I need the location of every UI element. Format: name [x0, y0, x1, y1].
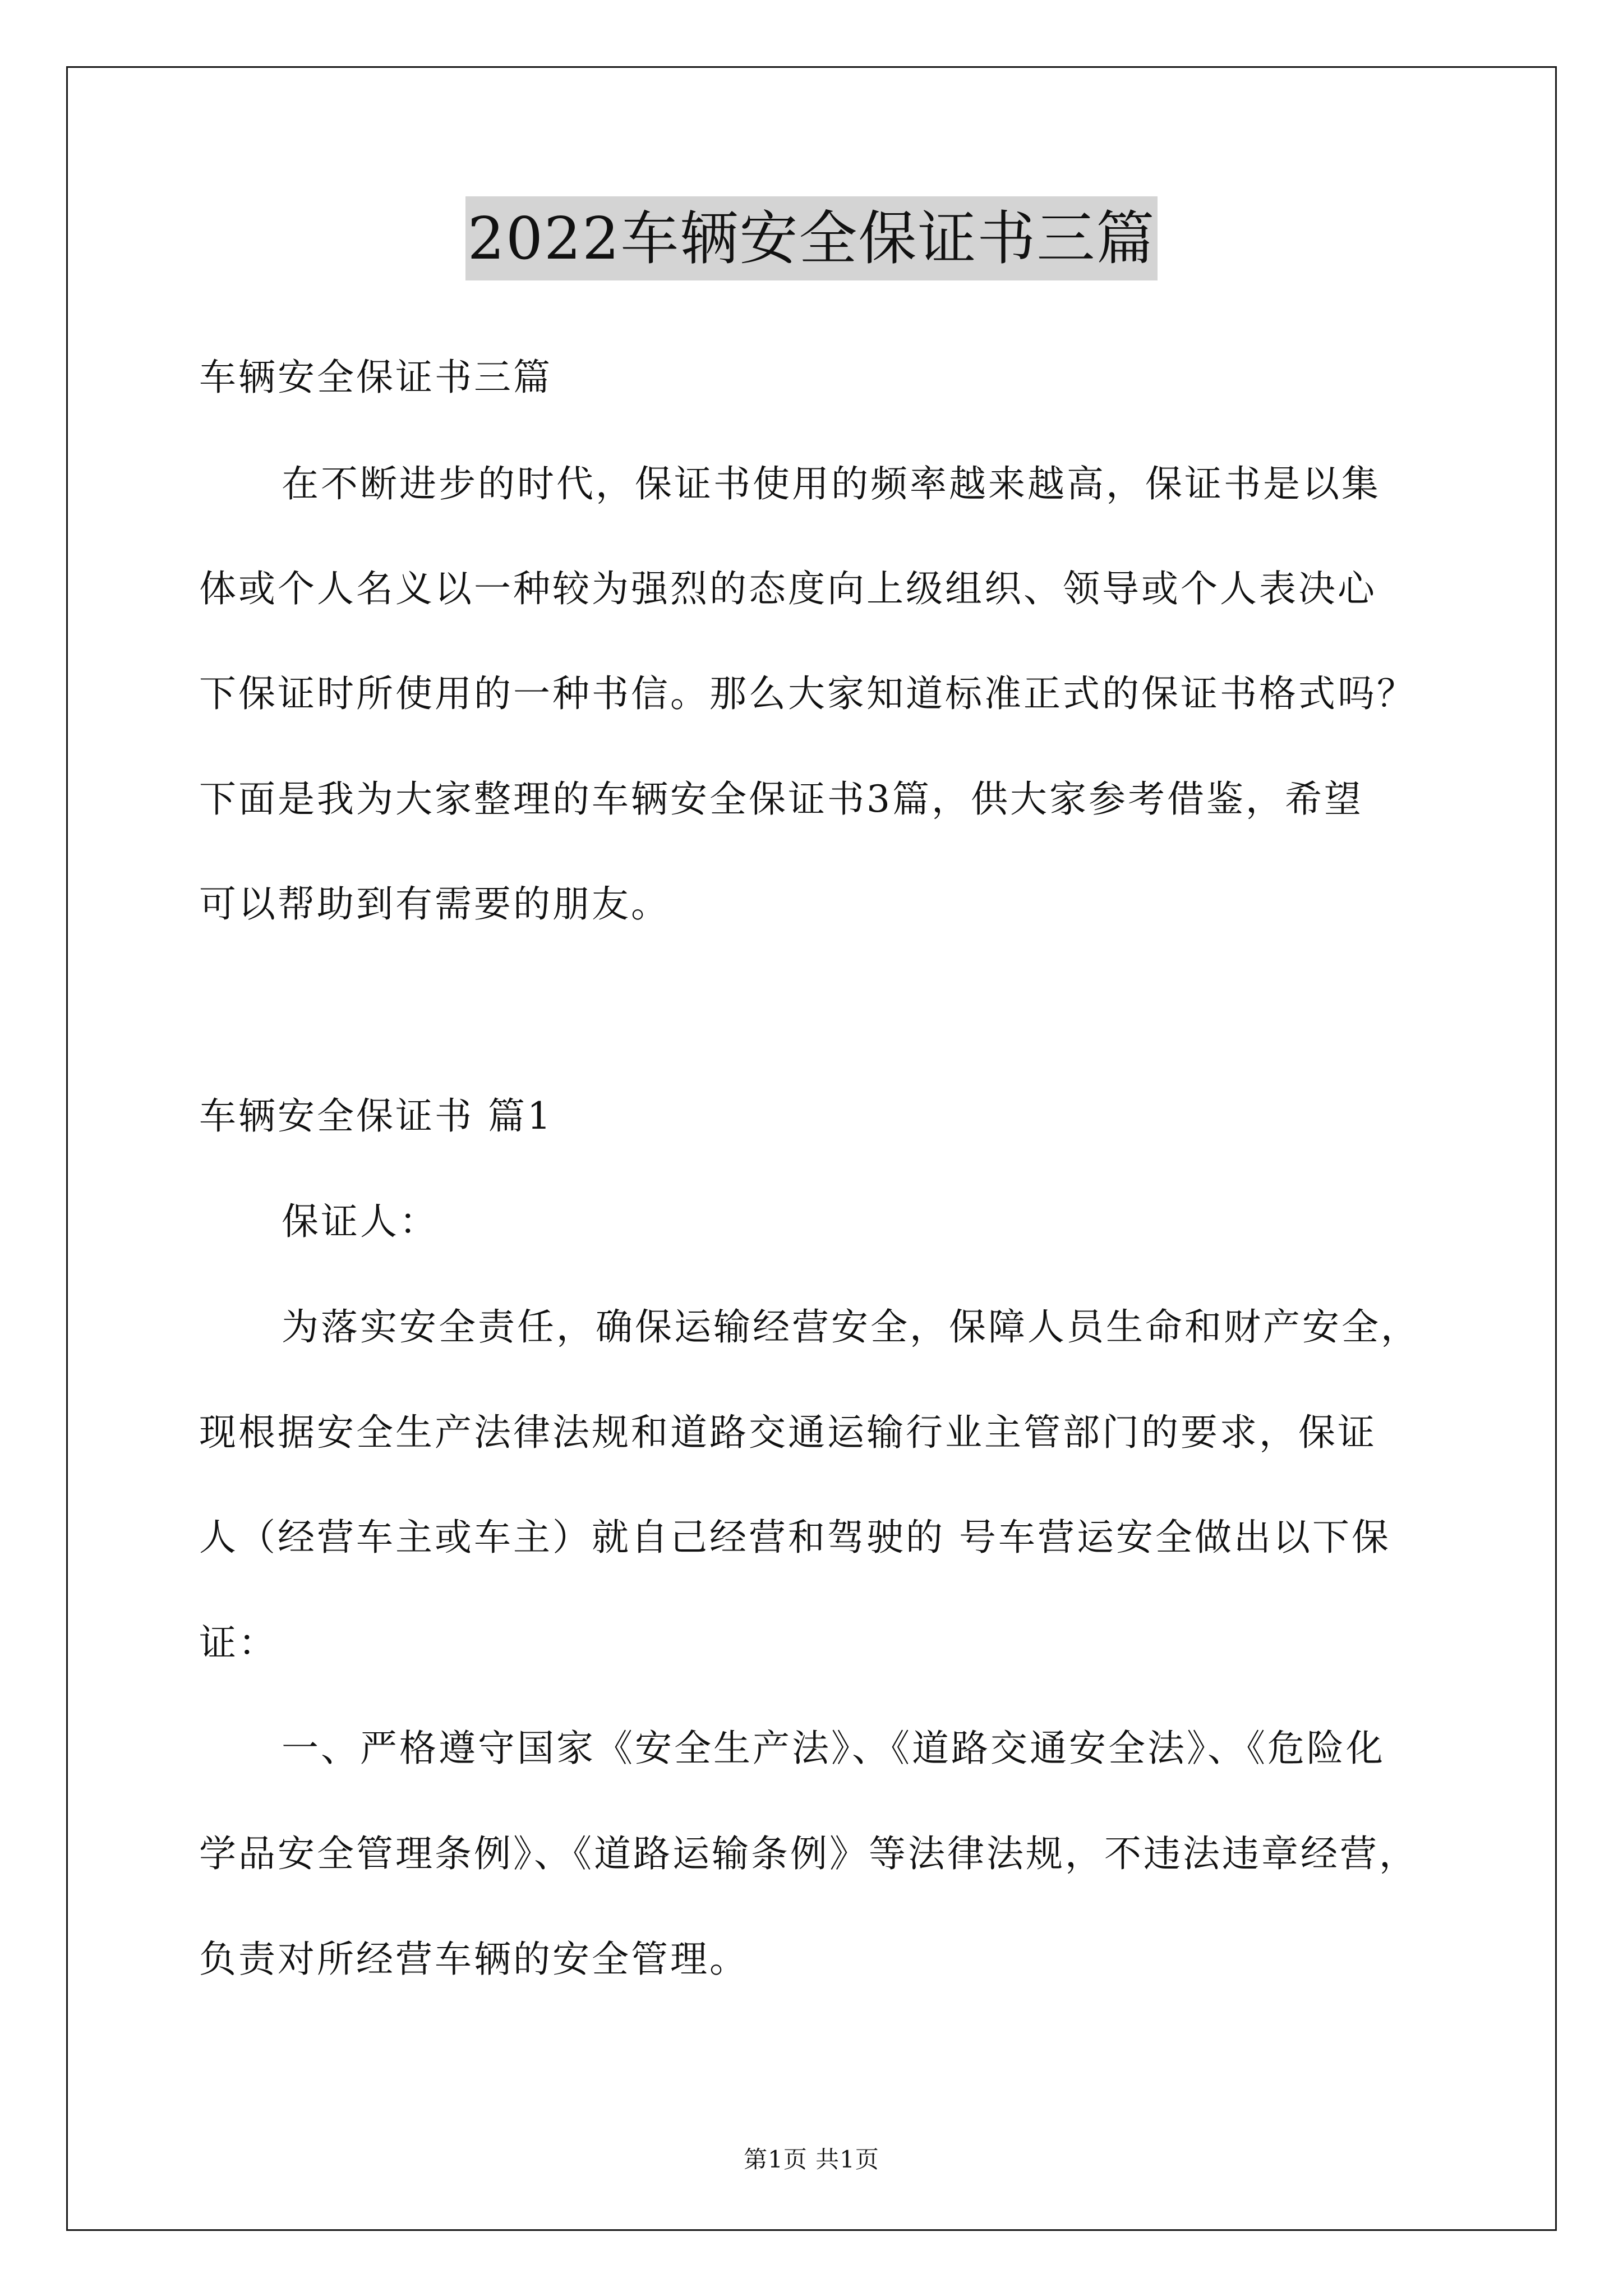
- page-footer: 第1页 共1页: [744, 2146, 879, 2173]
- intro-line-3: 下保证时所使用的一种书信。那么大家知道标准正式的保证书格式吗？: [199, 672, 1416, 715]
- intro-line-1: 在不断进步的时代，保证书使用的频率越来越高，保证书是以集: [282, 462, 1381, 505]
- document-title: 2022车辆安全保证书三篇: [465, 196, 1158, 280]
- para2-line-1: 一、严格遵守国家《安全生产法》、《道路交通安全法》、《危险化: [282, 1727, 1385, 1770]
- title-container: [0, 196, 1623, 280]
- para1-line-3: 人（经营车主或车主）就自己经营和驾驶的 号车营运安全做出以下保: [199, 1516, 1391, 1559]
- para2-line-2: 学品安全管理条例》、《道路运输条例》等法律法规，不违法违章经营，: [199, 1832, 1418, 1875]
- para1-line-4: 证：: [199, 1621, 278, 1664]
- para1-line-2: 现根据安全生产法律法规和道路交通运输行业主管部门的要求，保证: [199, 1411, 1377, 1454]
- intro-line-5: 可以帮助到有需要的朋友。: [199, 882, 670, 926]
- para2-line-3: 负责对所经营车辆的安全管理。: [199, 1938, 749, 1981]
- guarantor-label: 保证人：: [282, 1200, 439, 1243]
- para1-line-1: 为落实安全责任，确保运输经营安全，保障人员生命和财产安全，: [282, 1305, 1420, 1349]
- section-heading: 车辆安全保证书 篇1: [199, 1094, 553, 1138]
- intro-line-4: 下面是我为大家整理的车辆安全保证书3篇，供大家参考借鉴，希望: [199, 777, 1363, 821]
- subtitle: 车辆安全保证书三篇: [199, 356, 552, 399]
- intro-line-2: 体或个人名义以一种较为强烈的态度向上级组织、领导或个人表决心: [199, 567, 1377, 610]
